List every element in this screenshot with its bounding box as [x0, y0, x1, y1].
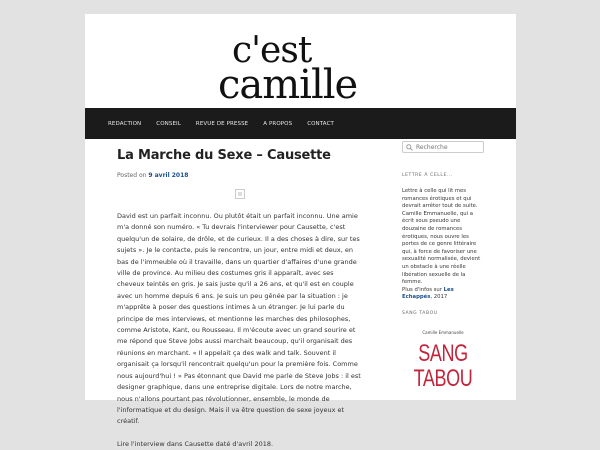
post-meta: [117, 172, 363, 179]
sidebar: [402, 141, 484, 391]
post-article: [117, 148, 363, 450]
widget-text-lettre: [402, 188, 484, 302]
site-logo[interactable]: [218, 30, 380, 108]
logo-line-1: c'est: [232, 30, 312, 71]
nav-item-contact[interactable]: CONTACT: [307, 120, 334, 127]
post-title[interactable]: La Marche du Sexe – Causette: [117, 148, 331, 163]
posted-on-label: Posted on: [117, 172, 147, 179]
search-icon: [406, 144, 413, 151]
widget-title-lettre: LETTRE À CELLE...: [402, 173, 454, 178]
nav-item-revue-de-presse[interactable]: REVUE DE PRESSE: [195, 120, 249, 127]
page: [85, 14, 516, 448]
book-title-line-1: SANG: [418, 339, 468, 367]
widget-more-prefix: Plus d'infos sur: [402, 286, 442, 293]
book-author: Camille Emmanuelle: [422, 329, 464, 335]
book-title-line-2: TABOU: [413, 364, 473, 392]
logo-line-2: camille: [218, 62, 358, 108]
search-input[interactable]: [416, 144, 476, 151]
post-paragraph-1: David est un parfait inconnu. Ou plutôt était un parfait inconnu. Une amie m'a donné son numéro. « Tu devrais l'interviewer pour Causette, c'est quelqu'un de solaire, de drôle, et de curieux. Il a des choses à dire, sur tes sujets ». Je le contacte, puis le rencontre, un jour, entre midi et deux, en bas de l'immeuble où il travaille, dans un quartier d'affaires d'une grande ville de province. Au milieu des costumes gris il apparaît, avec ses cheveux teintés en gris. Je sais juste qu'il a 26 ans, et qu'il est en couple avec un homme depuis 6 ans. Je suis un peu gênée par la situation : je m'apprête à poser des questions intimes à un étranger. Je lui parle du principe de mes interviews, et mentionne les marches des philosophes, comme Aristote, Kant, ou Rousseau. Il m'écoute avec un grand sourire et me répond que Steve Jobs aussi marchait beaucoup, qu'il organisait des réunions en marchant. « Il appelait ça des walk and talk. Souvent il organisait ça lorsqu'il rencontrait quelqu'un pour la première fois. Comme nous aujourd'hui ! » Pas étonnant que David me parle de Steve Jobs : il est designer graphique, dans une entreprise digitale. Lors de notre marche, nous n'allons pourtant pas révolutionner, ensemble, le monde de l'informatique et du design. Mais il va être question de sexe joyeux et créatif.: [117, 212, 361, 426]
les-echappes-link[interactable]: Les Echappés: [402, 286, 454, 301]
nav-item-redaction[interactable]: REDACTION: [108, 120, 142, 127]
broken-image-icon: [235, 189, 245, 199]
widget-lettre-description: Lettre à celle qui lit mes romances érotiques et qui devrait arrêter tout de suite. Camille Emmanuelle, qui a écrit sous pseudo une douzaine de romances érotiques, nous ouvre les portes de ce genre littéraire qui, à force de favoriser une sexualité normalisée, devient un obstacle à une réelle libération sexuelle de la femme.: [402, 188, 481, 286]
search-box[interactable]: [402, 141, 484, 153]
nav-item-a-propos[interactable]: A PROPOS: [263, 120, 293, 127]
widget-title-sang-tabou: SANG TABOU: [402, 310, 438, 316]
main-navigation: [85, 108, 516, 139]
nav-item-conseil[interactable]: CONSEIL: [156, 120, 181, 127]
book-title: [412, 341, 474, 391]
post-paragraph-2: Lire l'interview dans Causette daté d'avril 2018.: [117, 439, 274, 448]
book-cover-sang-tabou[interactable]: [402, 330, 484, 391]
post-date-link[interactable]: 9 avril 2018: [148, 172, 189, 179]
post-content: [117, 211, 363, 450]
widget-more-suffix: , 2017: [430, 294, 448, 301]
